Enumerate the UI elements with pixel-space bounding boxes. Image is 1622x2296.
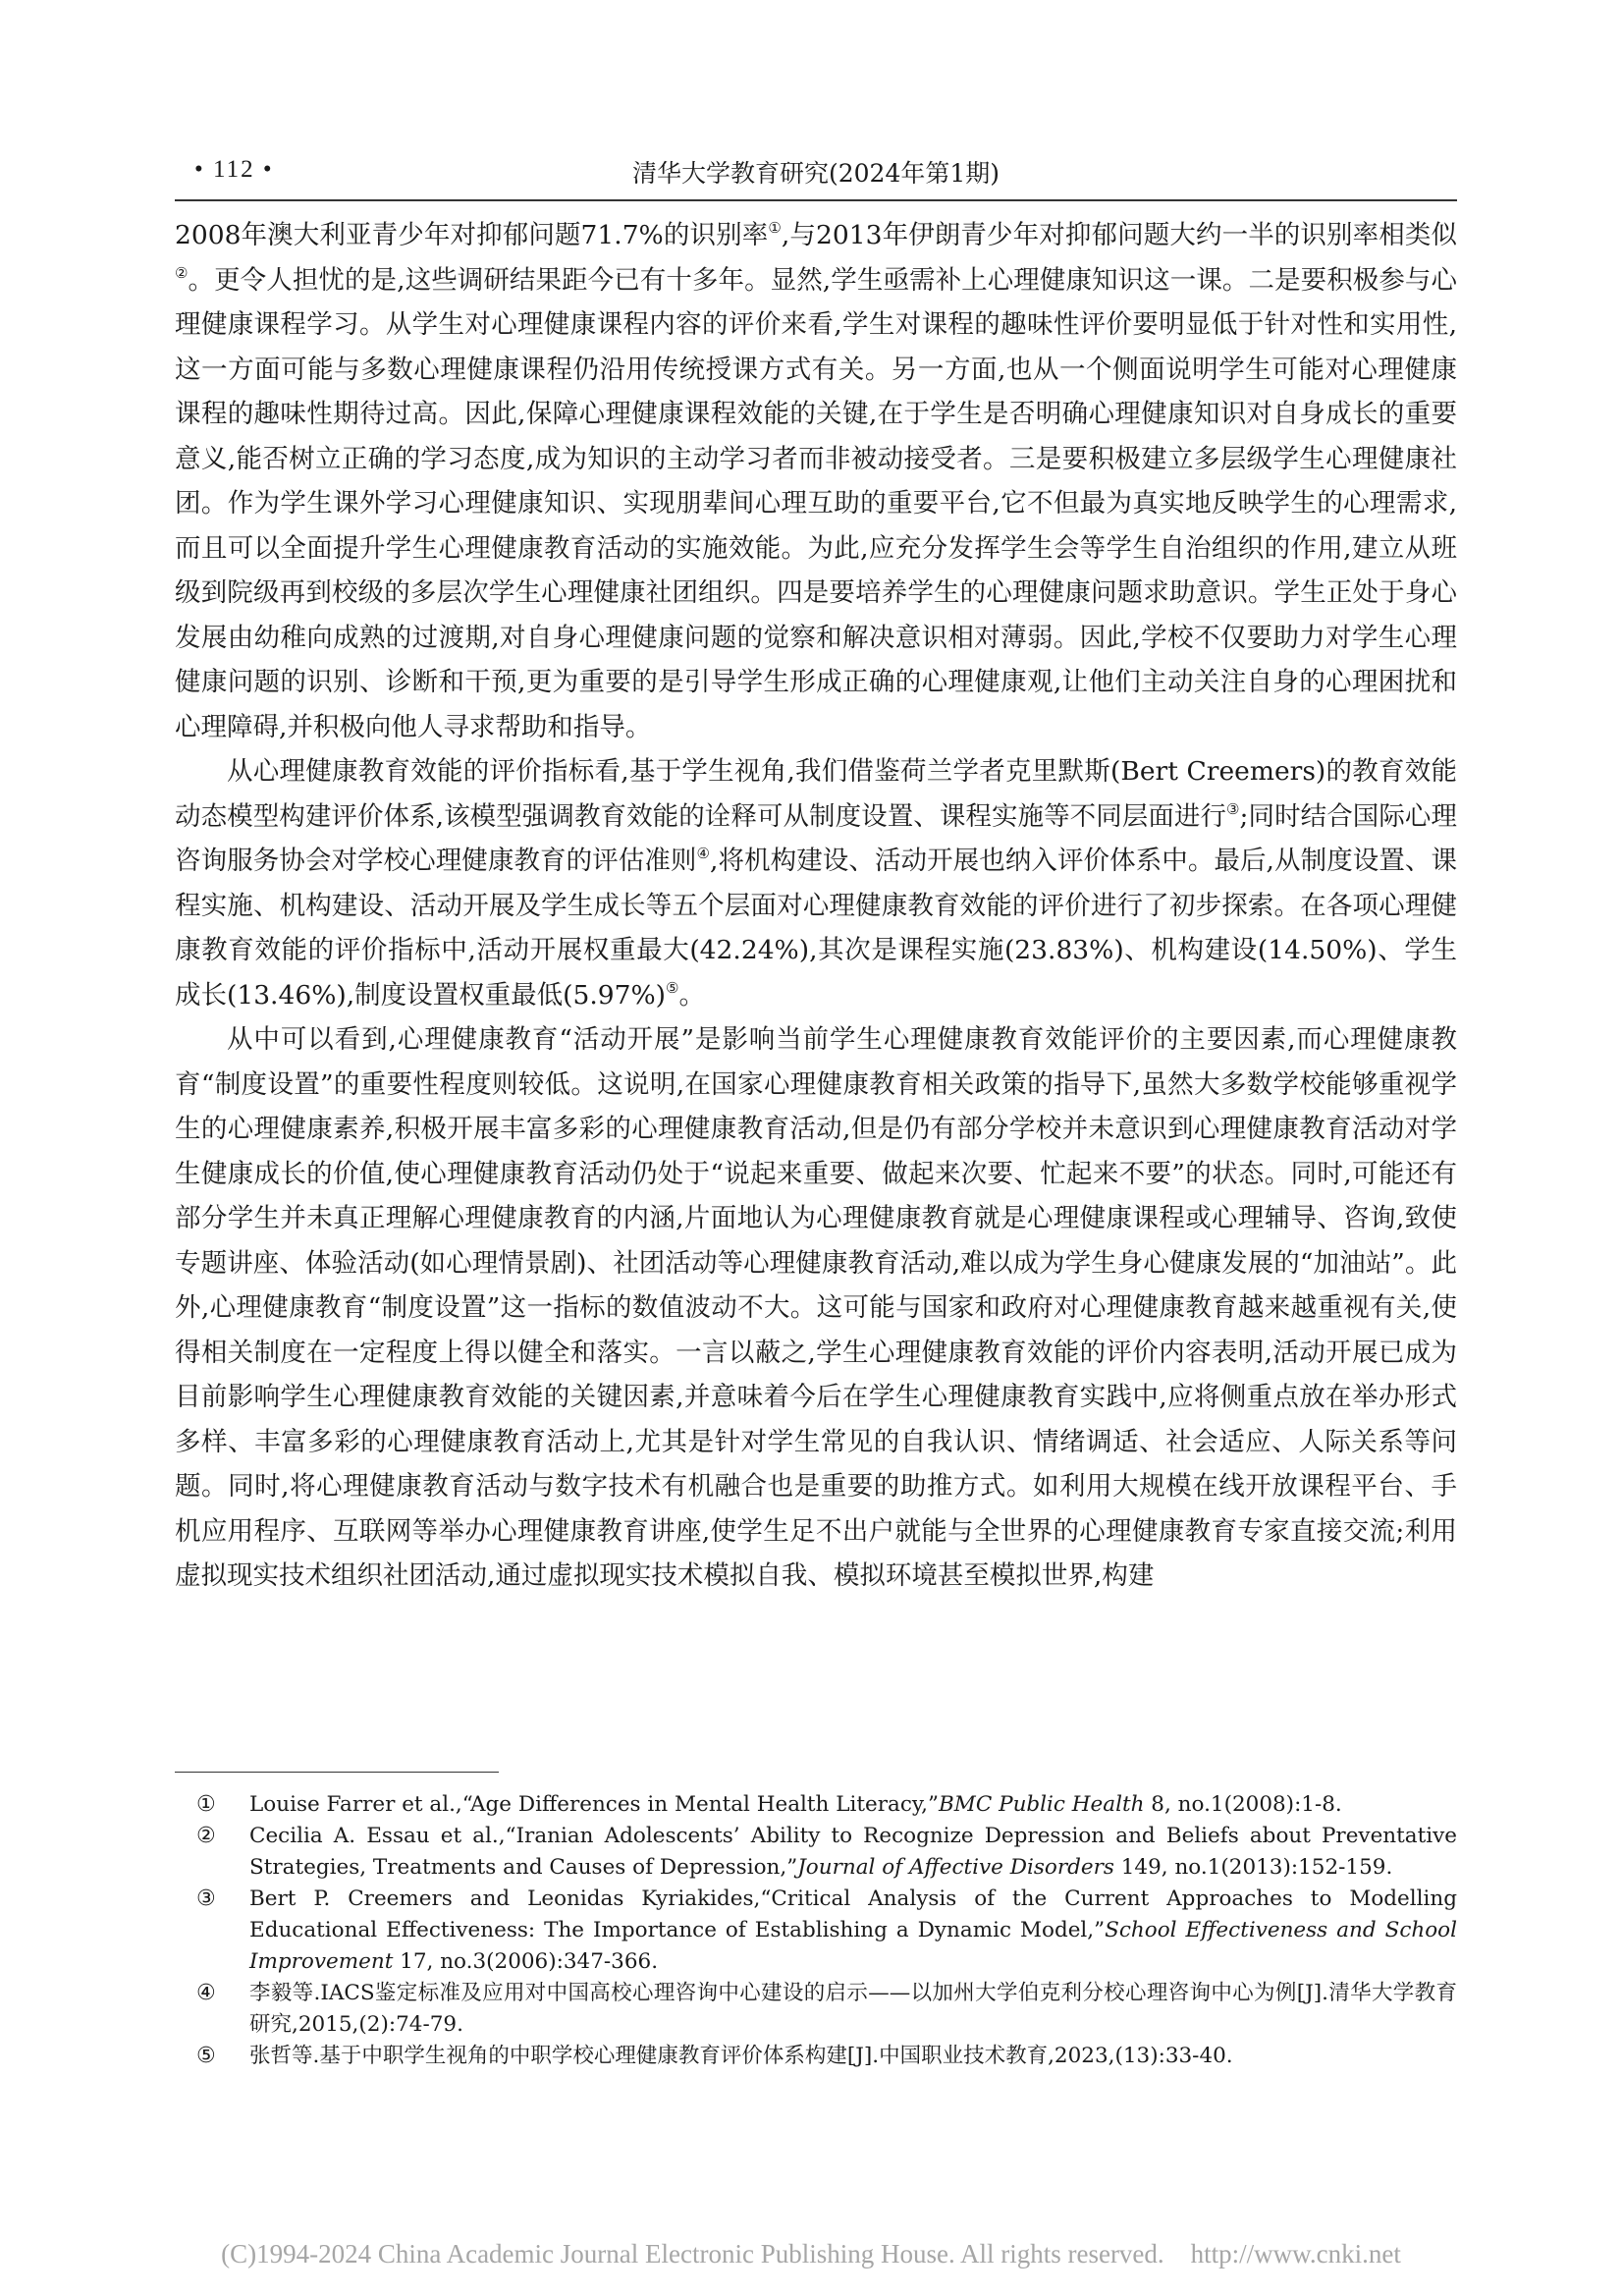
footnote-text: 李毅等.IACS鉴定标准及应用对中国高校心理咨询中心建设的启示——以加州大学伯克利分校心理咨询中心为例[J].清华大学教育研究,2015,(2):74-79.	[249, 1981, 1457, 2037]
footnote-text: Louise Farrer et al.,“Age Differences in Mental Health Literacy,”	[249, 1792, 939, 1817]
footnote-marker: ③	[196, 1886, 216, 1911]
paragraph-3: 从中可以看到,心理健康教育“活动开展”是影响当前学生心理健康教育效能评价的主要因素,而心理健康教育“制度设置”的重要性程度则较低。这说明,在国家心理健康教育相关政策的指导下,虽然大多数学校能够重视学生的心理健康素养,积极开展丰富多彩的心理健康教育活动,但是仍有部分学校并未意识到心理健康教育活动对学生健康成长的价值,使心理健康教育活动仍处于“说起来重要、做起来次要、忙起来不要”的状态。同时,可能还有部分学生并未真正理解心理健康教育的内涵,片面地认为心理健康教育就是心理健康课程或心理辅导、咨询,致使专题讲座、体验活动(如心理情景剧)、社团活动等心理健康教育活动,难以成为学生身心健康发展的“加油站”。此外,心理健康教育“制度设置”这一指标的数值波动不大。这可能与国家和政府对心理健康教育越来越重视有关,使得相关制度在一定程度上得以健全和落实。一言以蔽之,学生心理健康教育效能的评价内容表明,活动开展已成为目前影响学生心理健康教育效能的关键因素,并意味着今后在学生心理健康教育实践中,应将侧重点放在举办形式多样、丰富多彩的心理健康教育活动上,尤其是针对学生常见的自我认识、情绪调适、社会适应、人际关系等问题。同时,将心理健康教育活动与数字技术有机融合也是重要的助推方式。如利用大规模在线开放课程平台、手机应用程序、互联网等举办心理健康教育讲座,使学生足不出户就能与全世界的心理健康教育专家直接交流;利用虚拟现实技术组织社团活动,通过虚拟现实技术模拟自我、模拟环境甚至模拟世界,构建	[175, 1024, 1457, 1591]
footnote-marker: ①	[196, 1792, 216, 1817]
footnote-text: 张哲等.基于中职学生视角的中职学校心理健康教育评价体系构建[J].中国职业技术教育,2023,(13):33-40.	[249, 2044, 1233, 2068]
paragraph-2	[175, 749, 1457, 1017]
footnote-marker: ④	[196, 1981, 216, 2005]
paragraph-1	[175, 213, 1457, 749]
footnote-text: Cecilia A. Essau et al.,“Iranian Adolescents’ Ability to Recognize Depression and Beliefs about Preventative Strategies, Treatments and Causes of Depression,”	[249, 1824, 1457, 1880]
article-body	[175, 213, 1457, 1599]
footnote-divider	[175, 1772, 499, 1773]
footnote-4	[196, 1978, 1457, 2041]
footnote-2	[196, 1821, 1457, 1884]
page-number: • 112 •	[194, 156, 274, 183]
footnote-text: 149, no.1(2013):152-159.	[1113, 1855, 1393, 1880]
copyright-watermark: (C)1994-2024 China Academic Journal Electronic Publishing House. All rights reserved. http://www.cnki.net	[221, 2239, 1401, 2269]
footnote-1	[196, 1789, 1457, 1821]
paragraph-text: ,与2013年伊朗青少年对抑郁问题大约一半的识别率相类似	[781, 220, 1457, 250]
paragraph-text: 2008年澳大利亚青少年对抑郁问题71.7%的识别率	[175, 220, 769, 250]
paragraph-text: 。更令人担忧的是,这些调研结果距今已有十多年。显然,学生亟需补上心理健康知识这一课。二是要积极参与心理健康课程学习。从学生对心理健康课程内容的评价来看,学生对课程的趣味性评价要明显低于针对性和实用性,这一方面可能与多数心理健康课程仍沿用传统授课方式有关。另一方面,也从一个侧面说明学生可能对心理健康课程的趣味性期待过高。因此,保障心理健康课程效能的关键,在于学生是否明确心理健康知识对自身成长的重要意义,能否树立正确的学习态度,成为知识的主动学习者而非被动接受者。三是要积极建立多层级学生心理健康社团。作为学生课外学习心理健康知识、实现朋辈间心理互助的重要平台,它不但最为真实地反映学生的心理需求,而且可以全面提升学生心理健康教育活动的实施效能。为此,应充分发挥学生会等学生自治组织的作用,建立从班级到院级再到校级的多层次学生心理健康社团组织。四是要培养学生的心理健康问题求助意识。学生正处于身心发展由幼稚向成熟的过渡期,对自身心理健康问题的觉察和解决意识相对薄弱。因此,学校不仅要助力对学生心理健康问题的识别、诊断和干预,更为重要的是引导学生形成正确的心理健康观,让他们主动关注自身的心理困扰和心理障碍,并积极向他人寻求帮助和指导。	[175, 264, 1457, 742]
footnote-ref-1[interactable]: ①	[768, 218, 782, 237]
paragraph-text: 从心理健康教育效能的评价指标看,基于学生视角,我们借鉴荷兰学者克里默斯(Bert Creemers)的教育效能动态模型构建评价体系,该模型强调教育效能的诠释可从制度设置、课程实施等不同层面进行	[175, 756, 1457, 832]
footnote-ref-4[interactable]: ④	[696, 844, 711, 862]
journal-title: 清华大学教育研究(2024年第1期)	[631, 159, 1000, 188]
footnote-marker: ⑤	[196, 2044, 216, 2068]
footnote-5	[196, 2041, 1457, 2072]
footnote-3	[196, 1884, 1457, 1978]
footnotes	[196, 1789, 1457, 2072]
footnote-text: 8, no.1(2008):1-8.	[1144, 1792, 1342, 1817]
footnote-journal: Journal of Affective Disorders	[797, 1855, 1114, 1880]
footnote-ref-2[interactable]: ②	[175, 263, 189, 282]
footnote-ref-5[interactable]: ⑤	[666, 978, 679, 997]
footnote-marker: ②	[196, 1824, 216, 1848]
footnote-ref-3[interactable]: ③	[1226, 799, 1240, 818]
paragraph-text: 。	[678, 979, 705, 1011]
paragraph-text: ;同时结合国际心理咨询服务协会对学校心理健康教育的评估准则	[175, 800, 1457, 876]
footnote-text: 17, no.3(2006):347-366.	[393, 1949, 659, 1974]
footnote-journal: BMC Public Health	[939, 1792, 1145, 1817]
paragraph-text: ,将机构建设、活动开展也纳入评价体系中。最后,从制度设置、课程实施、机构建设、活动开展及学生成长等五个层面对心理健康教育效能的评价进行了初步探索。在各项心理健康教育效能的评价指标中,活动开展权重最大(42.24%),其次是课程实施(23.83%)、机构建设(14.50%)、学生成长(13.46%),制度设置权重最低(5.97%)	[175, 846, 1458, 1011]
page-header	[175, 150, 1457, 201]
footnote-journal: School Effectiveness and School Improvement	[249, 1918, 1457, 1974]
footnote-text: Bert P. Creemers and Leonidas Kyriakides,“Critical Analysis of the Current Approaches to Modelling Educational Effectiveness: The Importance of Establishing a Dynamic Model,”	[249, 1886, 1457, 1942]
